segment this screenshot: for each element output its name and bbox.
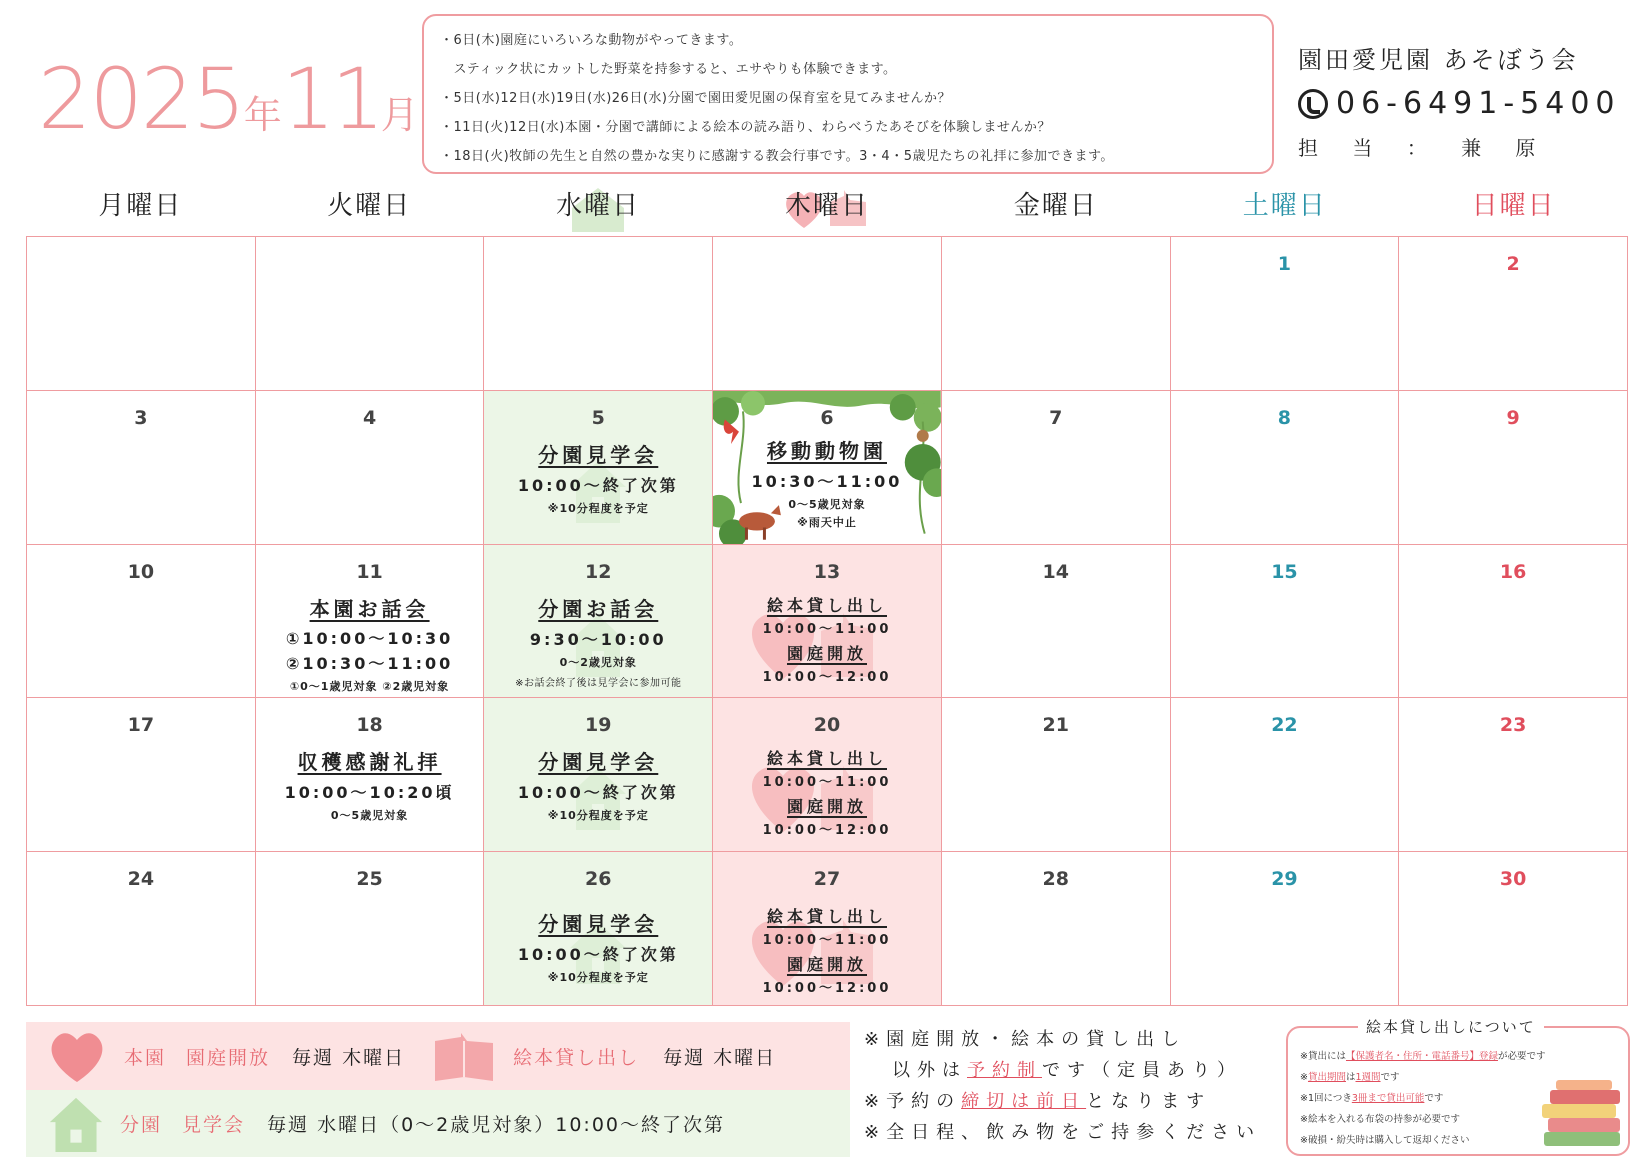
loan-text: です (1424, 1093, 1444, 1104)
legend-kengaku: 見学会 (182, 1114, 246, 1136)
day-cell-4 (256, 391, 485, 545)
day-number: 12 (585, 560, 612, 583)
loan-highlight: 【保護者名・住所・電話番号】登録 (1345, 1051, 1498, 1062)
event-honen-ohanashi (256, 593, 484, 694)
event-title: 分園見学会 (538, 912, 659, 937)
event-note: ※お話会終了後は見学会に参加可能 (515, 677, 682, 689)
note-highlight: 予約制 (967, 1060, 1042, 1081)
weekday-label: 金曜日 (1013, 191, 1098, 221)
day-cell-15 (1171, 545, 1400, 699)
day-cell-24 (27, 852, 256, 1006)
weekday-wed (484, 186, 713, 226)
event-time: 10:00～10:20頃 (284, 783, 455, 803)
weekday-label: 月曜日 (98, 191, 183, 221)
note-text: 以外は (892, 1060, 967, 1081)
event-title: 絵本貸し出し (766, 749, 887, 769)
day-number: 11 (356, 560, 383, 583)
note-highlight: 締切は前日 (961, 1091, 1087, 1112)
day-number: 9 (1506, 406, 1520, 429)
event-note: 0～5歳児対象 (330, 809, 409, 823)
day-cell-8 (1171, 391, 1400, 545)
note-line (864, 1055, 1261, 1086)
day-number: 29 (1271, 868, 1298, 891)
day-cell-25 (256, 852, 485, 1006)
event-time: 10:00～12:00 (762, 823, 892, 839)
event-time: 10:00～11:00 (762, 621, 892, 637)
day-number: 25 (356, 868, 383, 891)
event-note: ※10分程度を予定 (547, 971, 649, 985)
event-note: 0～2歳児対象 (559, 655, 637, 669)
event-time: 10:30～11:00 (751, 471, 903, 491)
day-cell-empty (27, 237, 256, 391)
legend-ehon: 絵本貸し出し (513, 1046, 640, 1069)
loan-text: ※ (1300, 1072, 1308, 1083)
event-ehon (713, 904, 941, 996)
day-cell-7 (942, 391, 1171, 545)
event-note: ※10分程度を予定 (547, 501, 649, 515)
day-number: 2 (1506, 253, 1520, 275)
day-number: 7 (1049, 406, 1063, 429)
org-name: 園田愛児園 あそぼう会 (1298, 46, 1579, 74)
day-number: 3 (134, 406, 148, 429)
event-time: 10:00～11:00 (762, 933, 892, 949)
event-time: 9:30～10:00 (529, 629, 667, 649)
org-info (1298, 38, 1621, 170)
loan-heading: 絵本貸し出しについて (1358, 1017, 1544, 1038)
calendar-grid (26, 236, 1628, 1006)
day-cell-27 (713, 852, 942, 1006)
notice-line: ・11日(火)12日(水)本園・分園で講師による絵本の読み語り、わらべうたあそびを体験しませんか？ (440, 120, 1051, 135)
weekday-thu (713, 186, 942, 226)
event-zoo (713, 435, 941, 530)
day-cell-11 (256, 545, 485, 699)
loan-highlight: 3冊まで貸出可能 (1351, 1093, 1425, 1104)
loan-text: が必要です (1497, 1051, 1546, 1062)
weekday-label: 火曜日 (327, 191, 412, 221)
day-number: 28 (1042, 868, 1069, 891)
loan-highlight: 1週間 (1355, 1072, 1381, 1083)
event-note: ※10分程度を予定 (547, 809, 649, 823)
day-cell-22 (1171, 698, 1400, 852)
event-title: 園庭開放 (786, 643, 867, 663)
legend-bunen: 分園 (120, 1114, 163, 1136)
day-cell-6 (713, 391, 942, 545)
legend-entei-schedule: 毎週 木曜日 (292, 1046, 406, 1069)
day-cell-empty (256, 237, 485, 391)
weekday-label: 日曜日 (1471, 191, 1556, 221)
event-time: 10:00～終了次第 (517, 475, 679, 495)
day-cell-3 (27, 391, 256, 545)
weekday-label: 木曜日 (785, 191, 870, 221)
day-number: 27 (813, 868, 841, 891)
event-title: 分園お話会 (538, 596, 659, 621)
event-title: 園庭開放 (786, 797, 867, 817)
event-bunen-kengaku (484, 746, 712, 823)
day-number: 15 (1271, 560, 1298, 583)
day-number: 1 (1277, 253, 1292, 275)
day-cell-21 (942, 698, 1171, 852)
day-cell-20 (713, 698, 942, 852)
month-number: 11 (281, 50, 381, 148)
weekday-tue (255, 186, 484, 226)
event-title: 本園お話会 (309, 596, 430, 621)
event-title: 園庭開放 (786, 955, 867, 975)
weekday-label: 水曜日 (556, 191, 641, 221)
loan-text: は (1345, 1072, 1356, 1083)
legend-ehon-schedule: 毎週 木曜日 (663, 1046, 777, 1069)
day-cell-1 (1171, 237, 1400, 391)
day-cell-30 (1399, 852, 1628, 1006)
day-number: 21 (1042, 714, 1069, 737)
book-icon (433, 1029, 495, 1083)
day-cell-16 (1399, 545, 1628, 699)
day-number: 5 (591, 406, 605, 429)
day-cell-28 (942, 852, 1171, 1006)
event-bunen-kengaku (484, 439, 712, 516)
notice-line: ・6日(木)園庭にいろいろな動物がやってきます。 (440, 33, 743, 48)
month-kanji: 月 (380, 93, 419, 137)
day-number: 26 (585, 868, 612, 891)
event-title: 分園見学会 (538, 442, 659, 467)
event-title: 絵本貸し出し (766, 595, 887, 615)
event-time: 10:00～11:00 (762, 775, 892, 791)
day-cell-13 (713, 545, 942, 699)
day-number: 19 (585, 714, 612, 737)
day-cell-29 (1171, 852, 1400, 1006)
note-text: となります (1086, 1091, 1212, 1112)
event-title: 移動動物園 (766, 438, 887, 463)
event-title: 絵本貸し出し (766, 907, 887, 927)
event-title: 分園見学会 (538, 750, 659, 775)
legend-honen-row (26, 1022, 850, 1090)
year-kanji: 年 (243, 93, 282, 137)
event-note: 0～5歳児対象 (788, 497, 866, 511)
event-note: ①0～1歳児対象 ②2歳児対象 (289, 679, 450, 693)
event-time: 10:00～終了次第 (517, 783, 679, 803)
weekday-label: 土曜日 (1242, 191, 1327, 221)
day-number: 17 (127, 714, 155, 737)
day-cell-2 (1399, 237, 1628, 391)
day-number: 6 (820, 406, 834, 429)
books-stack-icon (1538, 1078, 1628, 1150)
loan-line: ※絵本を入れる布袋の持参が必要です (1300, 1114, 1460, 1125)
weekday-sat (1170, 186, 1399, 226)
note-text: です（定員あり） (1042, 1060, 1242, 1081)
loan-line: ※破損・紛失時は購入して返却ください (1300, 1135, 1470, 1146)
day-cell-5 (484, 391, 713, 545)
legend (26, 1022, 850, 1157)
event-harvest (256, 746, 484, 823)
event-ehon (713, 593, 941, 685)
staff-name: 担 当 ： 兼 原 (1298, 136, 1550, 160)
day-number: 10 (127, 560, 155, 583)
legend-honen: 本園 (124, 1046, 167, 1069)
event-time: 10:00～12:00 (762, 669, 892, 685)
weekday-fri (941, 186, 1170, 226)
book-loan-box (1286, 1018, 1630, 1156)
day-number: 13 (813, 560, 841, 583)
event-time: ②10:30～11:00 (285, 653, 454, 673)
notice-line: スティック状にカットした野菜を持参すると、エサやりも体験できます。 (440, 62, 897, 77)
day-cell-12 (484, 545, 713, 699)
day-cell-10 (27, 545, 256, 699)
day-number: 20 (813, 714, 841, 737)
note-text: ※予約の (864, 1091, 962, 1112)
reservation-notes (864, 1024, 1261, 1148)
day-number: 24 (127, 868, 155, 891)
notice-box (422, 14, 1274, 174)
loan-highlight: 貸出期間 (1307, 1072, 1346, 1083)
note-line: ※全日程、飲み物をご持参ください (864, 1122, 1262, 1143)
day-number: 18 (356, 714, 383, 737)
day-cell-18 (256, 698, 485, 852)
day-cell-26 (484, 852, 713, 1006)
loan-text: ※1回につき (1300, 1093, 1352, 1104)
day-cell-empty (484, 237, 713, 391)
day-cell-empty (942, 237, 1171, 391)
legend-entei: 園庭開放 (186, 1046, 271, 1069)
loan-text: ※貸出には (1300, 1051, 1346, 1062)
day-cell-23 (1399, 698, 1628, 852)
legend-kengaku-schedule: 毎週 水曜日（0～2歳児対象）10:00～終了次第 (267, 1114, 726, 1136)
phone-icon (1298, 89, 1328, 119)
loan-line (1300, 1046, 1616, 1067)
month-heading (38, 50, 419, 148)
heart-icon (46, 1028, 108, 1084)
phone-number: 06-6491-5400 (1336, 86, 1621, 121)
notice-line: ・5日(水)12日(水)19日(水)26日(水)分園で園田愛児園の保育室を見てみませんか？ (440, 91, 951, 106)
event-time: 10:00～12:00 (762, 981, 892, 997)
day-number: 16 (1499, 560, 1527, 583)
event-bunen-kengaku (484, 908, 712, 985)
day-cell-17 (27, 698, 256, 852)
day-number: 30 (1499, 868, 1527, 891)
event-note: ※雨天中止 (797, 515, 857, 529)
notice-line: ・18日(火)牧師の先生と自然の豊かな実りに感謝する教会行事です。3・4・5歳児たちの礼拝に参加できます。 (440, 149, 1114, 164)
weekday-sun (1399, 186, 1628, 226)
day-number: 14 (1042, 560, 1069, 583)
weekday-header (26, 186, 1628, 226)
day-cell-empty (713, 237, 942, 391)
phone-row (1298, 82, 1621, 126)
day-cell-9 (1399, 391, 1628, 545)
day-cell-14 (942, 545, 1171, 699)
year-number: 2025 (38, 50, 244, 148)
house-icon (48, 1096, 104, 1152)
day-number: 4 (362, 406, 377, 429)
weekday-mon (26, 186, 255, 226)
note-line (864, 1086, 1261, 1117)
day-number: 23 (1499, 714, 1527, 737)
event-title: 収穫感謝礼拝 (297, 750, 442, 775)
event-time: 10:00～終了次第 (517, 945, 679, 965)
day-number: 8 (1277, 406, 1292, 429)
event-time: ①10:00～10:30 (285, 628, 454, 648)
legend-bunen-row (26, 1090, 850, 1157)
event-ehon (713, 746, 941, 838)
loan-text: です (1380, 1072, 1400, 1083)
event-bunen-ohanashi (484, 593, 712, 689)
note-line: ※園庭開放・絵本の貸し出し (864, 1029, 1187, 1050)
day-number: 22 (1271, 714, 1298, 737)
day-cell-19 (484, 698, 713, 852)
